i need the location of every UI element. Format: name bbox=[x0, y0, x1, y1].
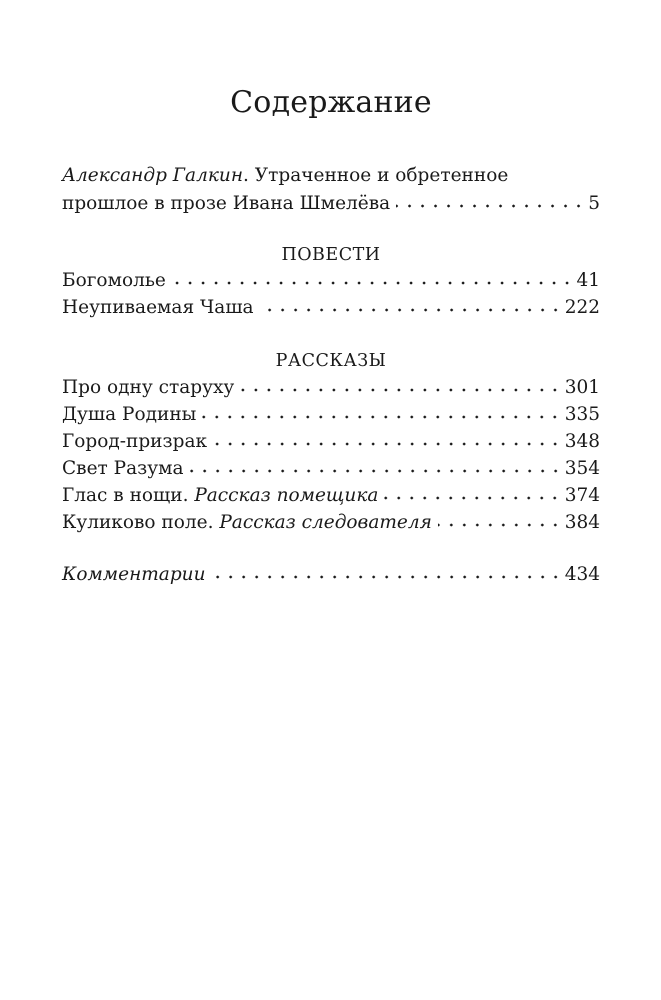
entry-title: Свет Разума bbox=[62, 458, 184, 479]
intro-line-2 bbox=[62, 190, 600, 218]
entry-title: Город-призрак bbox=[62, 431, 208, 452]
entry-subtitle: Рассказ следователя bbox=[219, 512, 432, 533]
toc-entry[interactable] bbox=[62, 294, 600, 321]
leader-dots bbox=[213, 433, 562, 447]
page-title: Содержание bbox=[230, 85, 432, 120]
entry-page-number: 41 bbox=[576, 270, 600, 291]
entry-title bbox=[62, 509, 432, 536]
toc-entry[interactable] bbox=[62, 455, 600, 482]
leader-dots bbox=[172, 272, 574, 286]
section-rasskazy-list bbox=[62, 374, 600, 536]
entry-page-number: 335 bbox=[564, 404, 600, 425]
leader-dots bbox=[384, 487, 561, 501]
leader-dots bbox=[240, 379, 561, 393]
toc-entry-comments[interactable] bbox=[62, 561, 600, 588]
entry-title-main: Глас в нощи. bbox=[62, 485, 195, 506]
comments-entry-block bbox=[62, 561, 600, 588]
intro-author: Александр Галкин bbox=[62, 165, 244, 186]
entry-title: Богомолье bbox=[62, 270, 166, 291]
comments-title: Комментарии bbox=[62, 564, 206, 585]
toc-entry[interactable] bbox=[62, 482, 600, 509]
leader-dots bbox=[438, 514, 562, 528]
intro-entry bbox=[62, 162, 600, 218]
toc-entry[interactable] bbox=[62, 401, 600, 428]
entry-title: Неупиваемая Чаша bbox=[62, 297, 254, 318]
leader-dots bbox=[260, 299, 562, 313]
section-heading-rasskazy: РАССКАЗЫ bbox=[275, 351, 387, 371]
toc-entry[interactable] bbox=[62, 267, 600, 294]
comments-page-number: 434 bbox=[564, 564, 600, 585]
entry-title: Душа Родины bbox=[62, 404, 197, 425]
entry-title-main: Куликово поле. bbox=[62, 512, 220, 533]
intro-page-number: 5 bbox=[588, 193, 600, 214]
entry-title bbox=[62, 482, 378, 509]
section-povesti-list bbox=[62, 267, 600, 321]
entry-subtitle: Рассказ помещика bbox=[194, 485, 379, 506]
entry-page-number: 348 bbox=[564, 431, 600, 452]
leader-dots bbox=[212, 566, 562, 580]
entry-page-number: 384 bbox=[564, 512, 600, 533]
leader-dots bbox=[190, 460, 562, 474]
section-heading-povesti: ПОВЕСТИ bbox=[281, 245, 381, 265]
intro-line-1 bbox=[62, 162, 600, 190]
entry-title: Про одну старуху bbox=[62, 377, 235, 398]
entry-page-number: 354 bbox=[564, 458, 600, 479]
entry-page-number: 374 bbox=[564, 485, 600, 506]
entry-page-number: 301 bbox=[564, 377, 600, 398]
toc-entry[interactable] bbox=[62, 374, 600, 401]
intro-title-part-2: прошлое в прозе Ивана Шмелёва bbox=[62, 193, 391, 214]
leader-dots bbox=[396, 195, 585, 209]
entry-page-number: 222 bbox=[564, 297, 600, 318]
leader-dots bbox=[202, 406, 561, 420]
toc-entry[interactable] bbox=[62, 509, 600, 536]
toc-entry[interactable] bbox=[62, 428, 600, 455]
intro-title-part-1: . Утраченное и обретенное bbox=[243, 165, 509, 186]
